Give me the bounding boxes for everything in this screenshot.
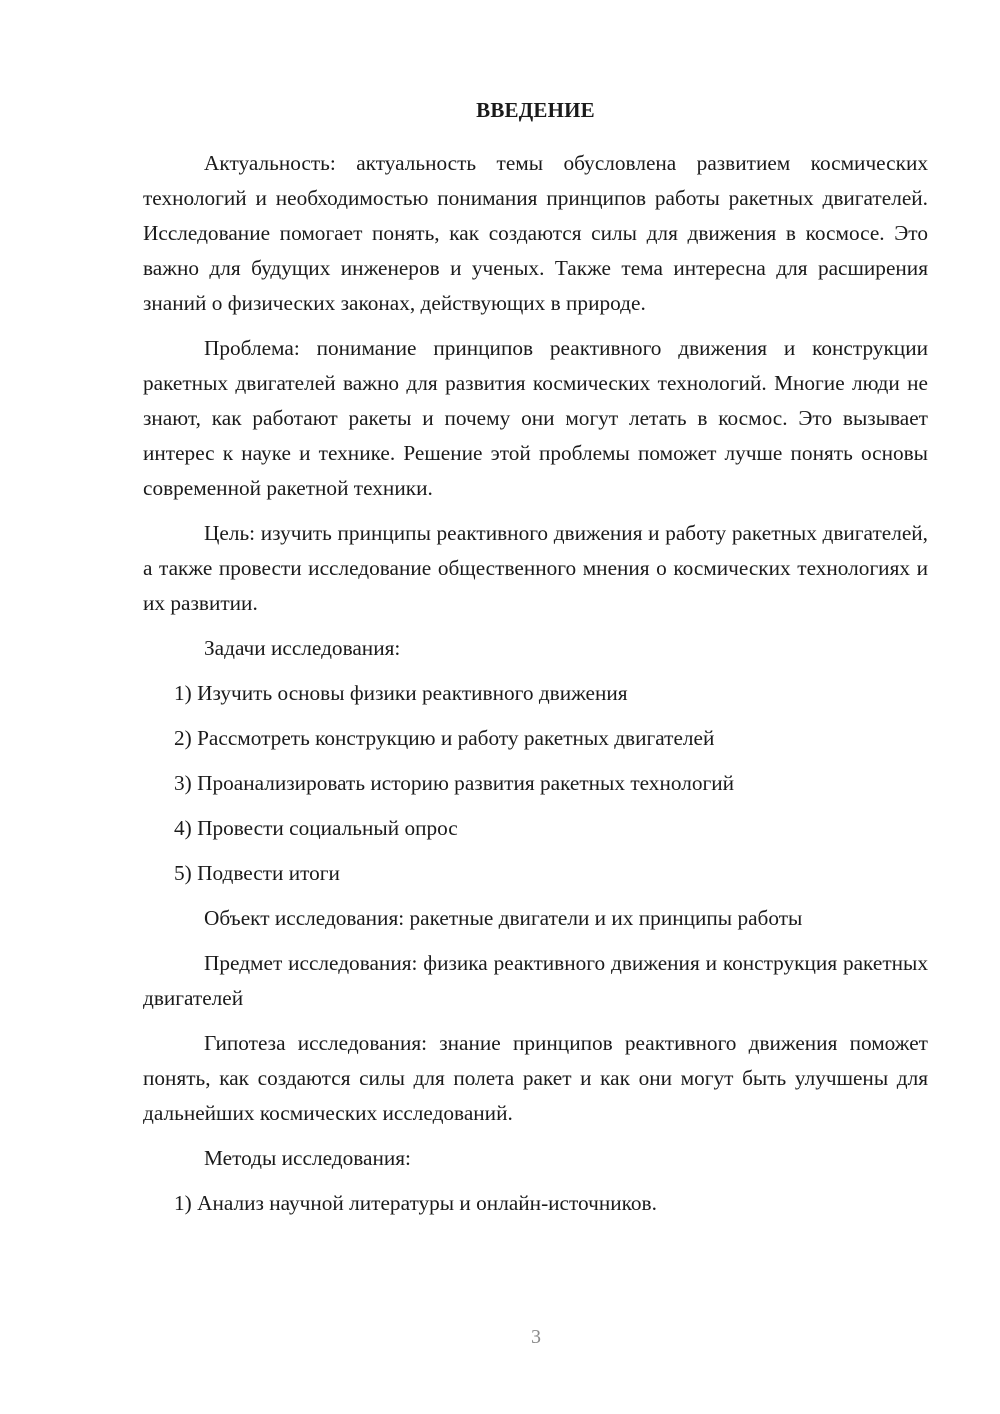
task-item: 1) Изучить основы физики реактивного движения xyxy=(174,681,628,705)
task-item: 5) Подвести итоги xyxy=(174,861,340,885)
task-item: 4) Провести социальный опрос xyxy=(174,816,458,840)
paragraph-problem: Проблема: понимание принципов реактивного движения и конструкции ракетных двигателей важно для развития космических технологий. Многие люди не знают, как работают ракеты и почему они могут летать в космос. Это вызывает интерес к науке и технике. Решение этой проблемы поможет лучше понять основы современной ракетной техники. xyxy=(143,336,928,500)
document-page xyxy=(143,96,928,1231)
task-item: 3) Проанализировать историю развития ракетных технологий xyxy=(174,771,735,795)
research-subject: Предмет исследования: физика реактивного движения и конструкция ракетных двигателей xyxy=(143,951,928,1010)
paragraph-relevance: Актуальность: актуальность темы обусловлена развитием космических технологий и необходимостью понимания принципов работы ракетных двигателей. Исследование помогает понять, как создаются силы для движения в космосе. Это важно для будущих инженеров и ученых. Также тема интересна для расширения знаний о физических законах, действующих в природе. xyxy=(143,151,928,315)
page-number: 3 xyxy=(531,1326,541,1348)
research-hypothesis: Гипотеза исследования: знание принципов реактивного движения поможет понять, как создаются силы для полета ракет и как они могут быть улучшены для дальнейших космических исследований. xyxy=(143,1031,928,1125)
tasks-heading: Задачи исследования: xyxy=(204,636,401,660)
paragraph-goal: Цель: изучить принципы реактивного движения и работу ракетных двигателей, а также провести исследование общественного мнения о космических технологиях и их развитии. xyxy=(143,521,928,615)
research-object: Объект исследования: ракетные двигатели и их принципы работы xyxy=(204,906,803,930)
methods-list xyxy=(143,1186,928,1221)
method-item: 1) Анализ научной литературы и онлайн-источников. xyxy=(174,1191,657,1215)
tasks-list xyxy=(143,676,928,891)
task-item: 2) Рассмотреть конструкцию и работу ракетных двигателей xyxy=(174,726,715,750)
section-title: ВВЕДЕНИЕ xyxy=(476,98,595,122)
methods-heading: Методы исследования: xyxy=(204,1146,411,1170)
